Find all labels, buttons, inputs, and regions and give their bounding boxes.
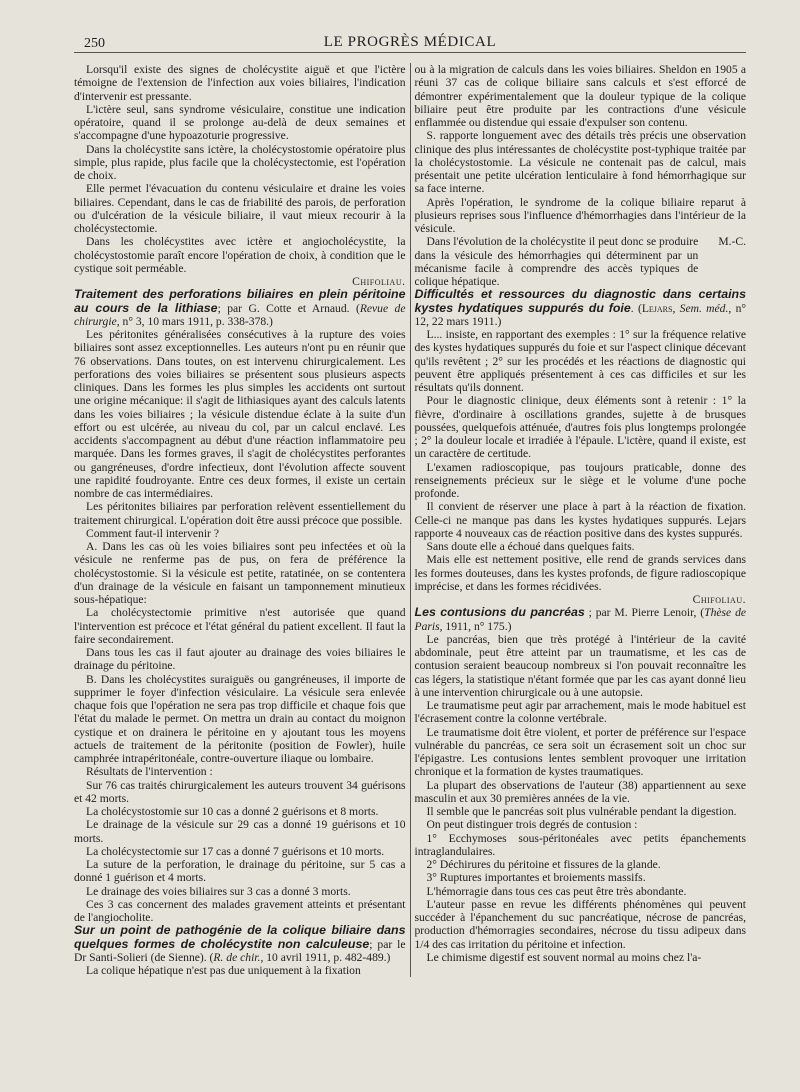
paragraph: Dans la cholécystite sans ictère, la cholécystostomie opératoire plus simple, plus rapide, plus facile que la cholécystectomie, est l'opération de choix. [74,142,406,182]
paragraph: 3° Ruptures importantes et broiements massifs. [426,871,646,885]
paragraph: A. Dans les cas où les voies biliaires sont peu infectées et où la vésicule ne renferme pas de pus, on fera de préférence la cholécystostomie. Si la vésicule est petite, ratatinée, on se contentera d'un drainage de la vésicule en faisant un tamponnement minutieux sous-hépatique: [74,540,406,606]
article-heading: Sur un point de pathogénie de la colique biliaire dans quelques formes de cholécystite non calculeuse; par le Dr Santi-Solieri (de Sienne). (R. de chir., 10 avril 1911, p. 482-489.) [74,923,406,964]
paragraph: L... insiste, en rapportant des exemples : 1° sur la fréquence relative des kystes hydatiques suppurés du foie et sur l'aspect clinique décevant qu'ils revêtent ; 2° sur les procédés et les réactions de diagnostic qui peuvent être appliqués présentement à ces cas difficiles et sur les résultats qu'ils donnent. [414,328,747,394]
author-signature: Chifoliau. [352,275,406,288]
paragraph: Les péritonites biliaires par perforation relèvent essentiellement du traitement chirurgical. L'opération doit être aussi précoce que possible. [74,500,406,527]
article-title: Sur un point de pathogénie de la colique biliaire dans quelques formes de cholécystite non calculeuse [74,923,406,951]
paragraph: Dans les cholécystites avec ictère et angiocholécystite, la cholécystostomie paraît encore l'opération de choix, à condition que le cystique soit perméable. [74,235,406,275]
paragraph: Le pancréas, bien que très protégé à l'intérieur de la cavité abdominale, peut être atteint par un traumatisme, et les cas de contusion seraient beaucoup nombreux si l'on pouvait reconnaître les cas légers, la statistique n'étant formée que par les cas ayant donné lieu à une intervention chirurgicale ou à une autopsie. [414,632,747,699]
column-divider [410,63,411,977]
article-title: Traitement des perforations biliaires en plein péritoine au cours de la lithiase [74,287,406,315]
paragraph: Ces 3 cas concernent des malades gravement atteints et présentant de l'angiocholite. [74,897,406,924]
paragraph: B. Dans les cholécystites suraiguës ou gangréneuses, il importe de supprimer le foyer d'infection vésiculaire. La vésicule sera enlevée chaque fois que l'opération ne sera pas trop difficile et chaque fois que l'état du malade le permet. On mettra un drain au contact du moignon cystique et on drainera le péritoine en y ajoutant tous les moyens actuels de traitement de la péritonite (position de Fowler), huile camphrée intrapéritonéale, contre-ouverture iliaque ou lombaire. [74,672,406,765]
paragraph: Après l'opération, le syndrome de la colique biliaire reparut à plusieurs reprises sous l'influence d'hémorrhagies dans l'intérieur de la vésicule. [414,195,747,235]
article-heading: Traitement des perforations biliaires en plein péritoine au cours de la lithiase; par G. Cotte et Arnaud. (Revue de chirurgie, n° 3, 10 mars 1911, p. 338-378.) [74,287,406,328]
paragraph: L'ictère seul, sans syndrome vésiculaire, constitue une indication opératoire, quand il se prolonge au-delà de deux semaines et s'accompagne d'une hypoazoturie progressive. [74,102,406,143]
paragraph: La suture de la perforation, le drainage du péritoine, sur 5 cas a donné 1 guérison et 4 morts. [74,858,406,885]
page-number: 250 [84,36,105,51]
paragraph: Sans doute elle a échoué dans quelques faits. [426,540,635,553]
article-heading: Difficultés et ressources du diagnostic dans certains kystes hydatiques suppurés du foie. (Lejars, Sem. méd., n° 12, 22 mars 1911.) [414,287,747,328]
running-head [74,30,746,53]
paragraph: Le chimisme digestif est souvent normal au moins chez l'a- [426,950,702,964]
paragraph: ou à la migration de calculs dans les voies biliaires. Sheldon en 1905 a réuni 37 cas de colique biliaire sans calculs et s'est efforcé de démontrer expérimentalement que la douleur typique de la colique biliaire peut être produite par les contractions d'une vésicule enflammée ou distendue qui essaie d'expulser son contenu. [414,63,747,129]
paragraph: Dans tous les cas il faut ajouter au drainage des voies biliaires le drainage du péritoine. [74,646,406,673]
paragraph: La plupart des observations de l'auteur (38) appartiennent au sexe masculin et aux 30 premières années de la vie. [414,778,747,805]
article-title: Les contusions du pancréas [414,605,585,620]
paragraph: 2° Déchirures du péritoine et fissures de la glande. [426,858,661,871]
signed-paragraph: Dans l'évolution de la cholécystite il peut donc se produire dans la vésicule des hémorrhagies qui déterminent par un mécanisme facile à comprendre des accès typiques de colique hépatique. M.-C. [414,235,747,288]
right-column [415,63,747,977]
paragraph: La colique hépatique n'est pas due uniquement à la fixation [86,964,361,977]
journal-title: LE PROGRÈS MÉDICAL [323,34,497,50]
paragraph: La cholécystectomie primitive n'est autorisée que quand l'intervention est précoce et l'état général du patient excellent. Il faut la faire secondairement. [74,606,406,646]
paragraph: Lorsqu'il existe des signes de cholécystite aiguë et que l'ictère témoigne de l'extension de l'infection aux voies biliaires, l'indication d'intervenir est pressante. [74,63,406,103]
left-column [74,63,406,977]
paragraph: Comment faut-il intervenir ? [86,526,219,540]
paragraph: Pour le diagnostic clinique, deux éléments sont à retenir : 1° la fièvre, d'ordinaire à oscillations grandes, sujette à de brusques poussées, quelquefois atténuée, d'autres fois plus longtemps prolongée ; 2° la douleur locale et irradiée à l'épaule. L'ictère, quand il existe, est un caractère de certitude. [414,394,747,461]
article-heading: Les contusions du pancréas ; par M. Pierre Lenoir, (Thèse de Paris, 1911, n° 175.) [414,605,747,633]
author-signature: M.-C. [718,235,747,249]
paragraph: Il semble que le pancréas soit plus vulnérable pendant la digestion. [426,805,737,818]
paragraph: Mais elle est nettement positive, elle rend de grands services dans les formes douteuses, dans les kystes profonds, de figure radioscopique imprécise, et dans les formes récidivées. [414,553,747,593]
two-column-body [74,63,746,977]
paragraph: Le traumatisme doit être violent, et porter de préférence sur l'espace vulnérable du pancréas, ce sera soit un écrasement soit un choc sur l'épigastre. Les contusions lentes semblent provoquer une irritation chronique et la formation de kystes traumatiques. [414,725,747,779]
paragraph: Le traumatisme peut agir par arrachement, mais le mode habituel est l'écrasement contre la colonne vertébrale. [414,699,747,726]
paragraph: S. rapporte longuement avec des détails très précis une observation clinique des plus intéressantes de cholécystite post-typhique traitée par la cholécystostomie. La vésicule ne contenait pas de calcul, mais présentait une petite ulcération lenticulaire à fond hémorrhagique sur sa face interne. [414,129,747,196]
paragraph: L'examen radioscopique, pas toujours praticable, donne des renseignements précieux sur le siège et le volume d'une poche profonde. [414,460,747,500]
paragraph: L'auteur passe en revue les différents phénomènes qui peuvent succéder à l'épanchement du suc pancréatique, nécrose de pancréas, production d'hémorragies secondaires, nécrose du tissu adipeux dans 1/4 des cas irritation du péritoine et infection. [414,897,747,951]
paragraph: Sur 76 cas traités chirurgicalement les auteurs trouvent 34 guérisons et 42 morts. [74,778,406,805]
paragraph: Les péritonites généralisées consécutives à la rupture des voies biliaires sont assez exceptionnelles. Les auteurs n'ont pu en réunir que 76 observations. Dans toutes, on est intervenu chirurgicalement. Les perforations des voies biliaires se présentent sous plusieurs aspects cliniques. Dans les formes les plus simples les accidents ont surtout une origine mécanique: il s'agit de lithiasiques ayant des calculs latents dans les voies biliaires ; la vésicule distendue éclate à la suite d'un effort ou est ulcérée, au niveau du col, par un calcul enclavé. Les accidents s'accompagnent au début d'une réaction inflammatoire peu marquée. Dans les formes graves, il s'agit de cholécystites perforantes ou gangréneuses, d'ordre infectieux, dont l'évolution affecte souvent une rapidité foudroyante. Entre ces deux formes, il existe un certain nombre de cas intermédiaires. [74,328,406,500]
paragraph: L'hémorragie dans tous ces cas peut être très abondante. [426,884,687,898]
paragraph: Elle permet l'évacuation du contenu vésiculaire et draine les voies biliaires. Cependant, dans le cas de friabilité des parois, de perforation ou d'ulcération de la vésicule biliaire, il vaut mieux recourir à la cholécystectomie. [74,182,406,235]
author-signature: Chifoliau. [692,593,747,606]
paragraph: Résultats de l'intervention : [86,765,213,779]
paragraph: La cholécystectomie sur 17 cas a donné 7 guérisons et 10 morts. [86,844,385,858]
article-title: Difficultés et ressources du diagnostic dans certains kystes hydatiques suppurés du foie [414,287,747,315]
paragraph: La cholécystostomie sur 10 cas a donné 2 guérisons et 8 morts. [86,805,379,818]
paragraph: On peut distinguer trois degrés de contusion : [426,818,638,832]
paragraph: 1° Ecchymoses sous-péritonéales avec petits épanchements intraglandulaires. [414,831,747,858]
paragraph: Il convient de réserver une place à part à la réaction de fixation. Celle-ci ne manque pas dans les kystes hydatiques suppurés. Lejars rapporte 4 nouveaux cas de réaction positive dans des kystes suppurés. [414,500,747,540]
paragraph: Le drainage de la vésicule sur 29 cas a donné 19 guérisons et 10 morts. [74,818,406,845]
paragraph: Le drainage des voies biliaires sur 3 cas a donné 3 morts. [86,884,351,898]
